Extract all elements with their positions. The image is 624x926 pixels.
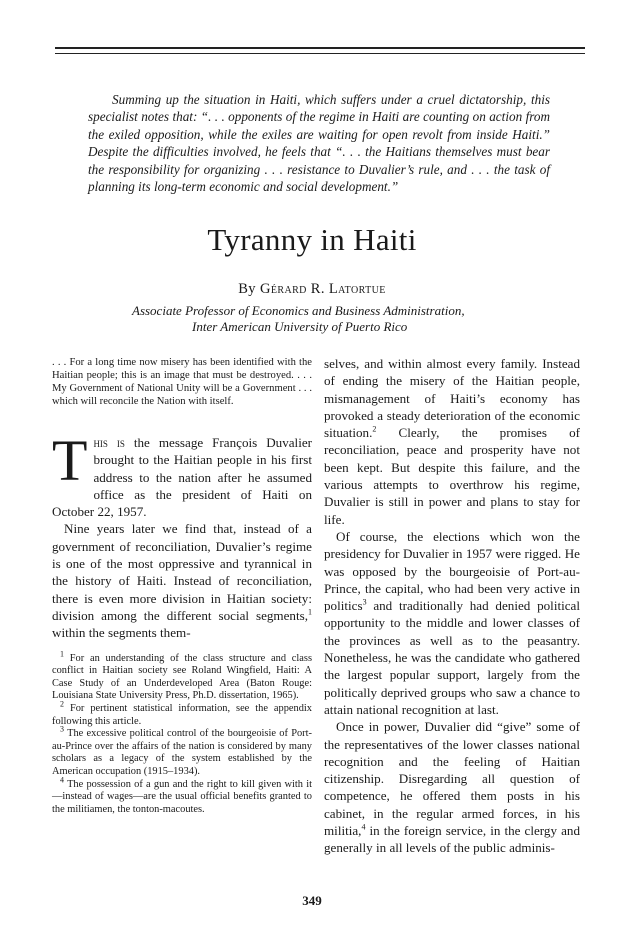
footnote-number: 1: [60, 649, 64, 659]
footnote-ref-1: 1: [308, 607, 312, 617]
abstract: Summing up the situation in Haiti, which suffers under a cruel dictatorship, this specialist notes that: “. . . opponents of the regime in Haiti are counting on action from the exiled opposition, while the exiles are waiting for open revolt from inside Haiti.” Despite the difficulties involved, he feels that “. . . the Haitians themselves must bear the responsibility for organizing . . . resistance to Duvalier’s rule, and . . . the task of planning its long-term economic and social development.”: [88, 92, 550, 195]
paragraph-2-text-b: within the segments them-: [52, 625, 191, 641]
body-paragraph-5: [324, 718, 580, 856]
byline-prefix: By: [238, 281, 256, 297]
page-number: 349: [302, 893, 322, 908]
footnote: [52, 775, 312, 817]
footnote-number: 3: [60, 724, 64, 734]
footnote-ref-2: 2: [372, 424, 377, 434]
byline: [0, 281, 624, 298]
footnote: [52, 699, 312, 728]
paragraph-2-text-a: Nine years later we find that, instead of a government of reconciliation, Duvalier’s regime is one of the most oppressive and tyrannical in the history of Haiti. Instead of reconciliation, there is even more division in Haitian society: division among the different social segments,: [52, 521, 312, 623]
body-paragraph-1: [52, 428, 313, 520]
paragraph-4-text-b: and traditionally had denied political opportunity to the middle and lower classes of the provinces as well as to the peasantry. Nonetheless, he was the candidate who gathered the largest popular support, largely from the politically deprived groups who saw a chance to attain national recognition at last.: [324, 598, 580, 717]
footnote-number: 2: [60, 699, 64, 709]
author-affiliation: [132, 303, 552, 335]
header-rule-top: [55, 47, 585, 49]
footnote: [52, 724, 312, 778]
author-name: Gérard R. Latortue: [260, 281, 386, 297]
body-paragraph-3: [324, 355, 580, 528]
left-column: [52, 356, 312, 816]
paragraph-5-text-a: Once in power, Duvalier did “give” some of the representatives of the lower classes national recognition and the feeling of Haitian citizenship. Disregarding all question of competence, he offered them posts in his cabinet, in the regular armed forces, in his militia,: [324, 719, 580, 839]
footnote-ref-4: 4: [361, 822, 366, 832]
drop-cap: T: [52, 428, 88, 493]
right-column: [324, 355, 580, 857]
footnote-text: For pertinent statistical information, see the appendix following this article.: [52, 702, 312, 727]
body-paragraph-2: [52, 520, 312, 641]
footnote-text: The possession of a gun and the right to kill given with it—instead of wages—are the usual official benefits granted to the militiamen, the tonton-macoutes.: [52, 778, 312, 815]
paragraph-5-text-b: in the foreign service, in the clergy and generally in all levels of the public adminis-: [324, 823, 580, 856]
paragraph-3-text-b: Clearly, the promises of reconciliation, peace and prosperity have not been kept. But despite this failure, and the various attempts to overthrow his regime, Duvalier is still in power and plans to stay for life.: [324, 425, 580, 527]
paragraph-3-text-a: selves, and within almost every family. Instead of ending the misery of the Haitian people, mismanagement of Haiti’s economy has provoked a steady deterioration of the economic situation.: [324, 356, 580, 441]
paragraph-4-text-a: Of course, the elections which won the presidency for Duvalier in 1957 were rigged. He was opposed by the bourgeoisie of Port-au-Prince, the capital, who had been very active in politics: [324, 528, 580, 614]
paragraph-1-text: the message François Duvalier brought to the Haitian people in his first address to the nation after he assumed office as the president of Haiti on October 22, 1957.: [52, 435, 313, 520]
epigraph: . . . For a long time now misery has been identified with the Haitian people; this is an image that must be destroyed. . . . My Government of National Unity will be a Government . . . which will reconcile the Nation with itself.: [52, 357, 312, 407]
opening-small-caps: his is: [93, 435, 125, 450]
footnote-text: The excessive political control of the bourgeoisie of Port-au-Prince over the affairs of the nation is considered by many scholars as a legacy of the system established by the American occupation (1915–1934).: [52, 728, 312, 777]
footnote-text: For an understanding of the class structure and class conflict in Haitian society see Roland Wingfield, Haiti: A Case Study of an Underdeveloped Area (Baton Rouge: Louisiana State University Press, Ph.D. dissertation, 1965).: [52, 652, 312, 702]
footnote-ref-3: 3: [362, 597, 367, 607]
footnote: [52, 649, 312, 703]
affiliation-line-1: Associate Professor of Economics and Business Administration,: [132, 303, 465, 318]
body-paragraph-4: [324, 528, 580, 718]
affiliation-line-2: Inter American University of Puerto Rico: [192, 319, 408, 334]
footnote-number: 4: [60, 775, 64, 785]
header-rule-bottom: [55, 53, 585, 54]
article-title: Tyranny in Haiti: [207, 222, 417, 257]
